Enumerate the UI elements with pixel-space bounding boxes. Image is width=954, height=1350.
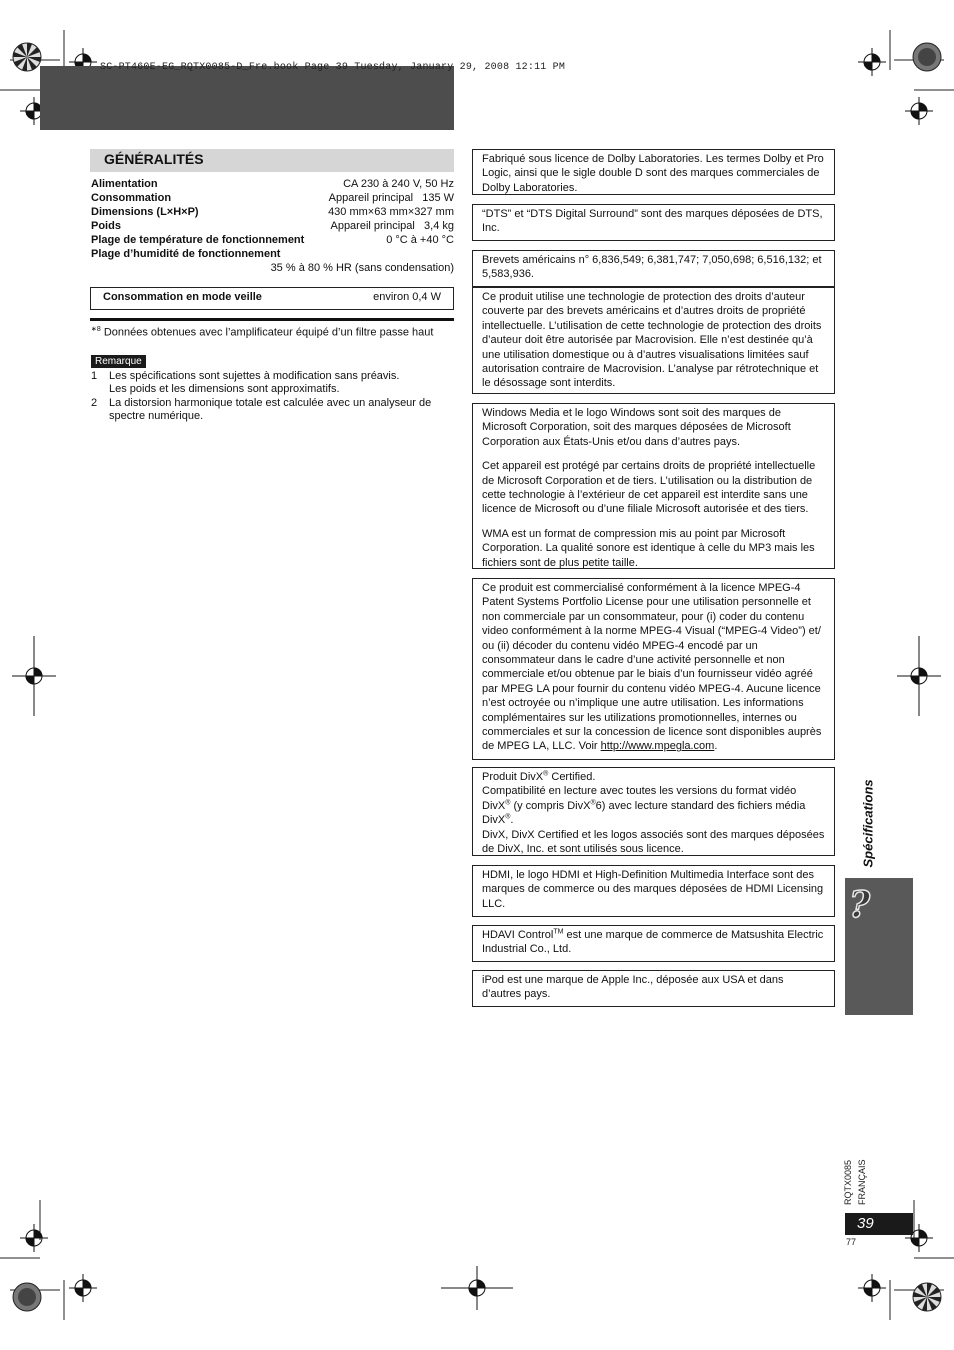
divx-line-4: DivX	[482, 814, 506, 827]
divx-line-3a: DivX	[482, 799, 506, 812]
spec-row-humidite	[91, 248, 454, 262]
mpeg4-body: Ce produit est commercialisé conformément à la licence MPEG-4 Patent Systems Portfolio License pour une utilisation personnelle et non commerciale par un consommateur, pour (i) coder du contenu video conformément à la norme MPEG-4 Visual (“MPEG-4 Video”) et/ ou (ii) décoder du contenu vidéo MPEG-4 encodé par un consommateur dans le cadre d’une activité personnelle et non commerciale et/ou obtenue par le biais d’un fournisseur vidéo agréé par MPEG LA pour fournir du contenu vidéo MPEG-4. Aucune licence n’est octroyée ou n’implique une autre utilisation. Les informations complémentaires sur les utilizations promotionnelles, internes ou commerciales et sur la concession de licence sont disponibles auprès de MPEG LA, LLC. Voir	[482, 582, 822, 753]
side-label-text: Spécifications	[860, 779, 876, 868]
note-text: Les spécifications sont sujettes à modification sans préavis.	[109, 370, 400, 382]
spec-row-humidite-value	[91, 262, 454, 276]
section-title: GÉNÉRALITÉS	[104, 151, 204, 167]
divx-line-1: Produit DivX	[482, 771, 544, 783]
spec-label: Consommation	[91, 192, 172, 204]
spec-row-dimensions	[91, 206, 454, 220]
note-item-2	[0, 397, 460, 425]
print-header-line: SC-PT460E-EG_RQTX0085-D_Fre.book Page 39 Tuesday, January 29, 2008 12:11 PM	[100, 62, 566, 73]
spec-value: CA 230 à 240 V, 50 Hz	[343, 178, 454, 190]
dolby-text: Fabriqué sous licence de Dolby Laboratories. Les termes Dolby et Pro Logic, ainsi que le sigle double D sont des marques commerciales de Dolby Laboratories.	[482, 153, 824, 194]
spec-row-alimentation	[91, 178, 454, 192]
trademark-mark: TM	[553, 928, 564, 936]
spec-row-temperature	[91, 234, 454, 248]
note-number: 1	[91, 370, 98, 382]
windows-text-1: Windows Media et le logo Windows sont soit des marques de Microsoft Corporation, soit des marques déposées de Microsoft Corporation aux États-Unis et/ou dans d’autres pays.	[482, 407, 791, 448]
language-text: FRANÇAIS	[857, 1159, 867, 1205]
page-number-box	[845, 1213, 913, 1235]
header-band	[40, 66, 454, 130]
windows-media-notice	[472, 403, 835, 569]
page-number: 39	[857, 1215, 874, 1232]
standby-box	[90, 287, 454, 310]
spec-label: Alimentation	[91, 178, 158, 190]
spec-value: Appareil principal 3,4 kg	[330, 220, 454, 232]
question-mark-icon	[848, 884, 874, 922]
windows-text-3: WMA est un format de compression mis au point par Microsoft Corporation. La qualité sonore est identique à celle du MP3 mais les fichiers sont de plus petite taille.	[482, 527, 815, 569]
spec-label: Poids	[91, 220, 121, 232]
divx-line-3c: 6) avec lecture standard des fichiers média	[595, 799, 806, 812]
note-text-line2: Les poids et les dimensions sont approximatifs.	[109, 383, 340, 395]
sub-page-number: 77	[846, 1237, 857, 1247]
note-text: La distorsion harmonique totale est calculée avec un analyseur de	[109, 397, 432, 409]
hdavi-notice	[472, 925, 835, 962]
dts-text: “DTS” et “DTS Digital Surround” sont des marques déposées de DTS, Inc.	[482, 208, 823, 235]
macrovision-text: Ce produit utilise une technologie de protection des droits d’auteur couverte par des brevets américains et d’autres droits de propriété intellectuelle. L’utilisation de cette technologie de protection des droits d’auteur doit être autorisée par Macrovision. Elle n’est destinée qu’à une utilisation domestique ou à d’autres visualisations limitées sauf autorisation contraire de Macrovision. L’analyse par rétrotechnique et le désossage sont interdits.	[482, 291, 822, 390]
footnote-text: Données obtenues avec l’amplificateur équipé d’un filtre passe haut	[103, 326, 434, 339]
divx-line-5: DivX, DivX Certified et les logos associés sont des marques déposées de DivX, Inc. et sont utilisés sous licence.	[482, 828, 825, 856]
footnote-marker: ∗8	[91, 326, 101, 333]
hdmi-notice	[472, 865, 835, 917]
section-heading	[90, 149, 454, 172]
patents-text: Brevets américains n° 6,836,549; 6,381,747; 7,050,698; 6,516,132; et 5,583,936.	[482, 254, 822, 281]
note-number: 2	[91, 397, 98, 409]
note-text-line2: spectre numérique.	[109, 410, 204, 422]
patents-notice	[472, 250, 835, 287]
doc-code-text: RQTX0085	[843, 1159, 853, 1205]
mpegla-link[interactable]: http://www.mpegla.com	[600, 740, 715, 753]
spec-row-consommation	[91, 192, 454, 206]
spec-label: Dimensions (L×H×P)	[91, 206, 199, 218]
spec-label: Plage d’humidité de fonctionnement	[91, 248, 281, 260]
remarque-badge: Remarque	[91, 355, 146, 368]
mpeg4-text: Ce produit est commercialisé conformément à la licence MPEG-4 Patent Systems Portfolio License pour une utilisation personnelle et non commerciale par un consommateur, pour (i) coder du contenu video conformément à la norme MPEG-4 Visual (“MPEG-4 Video”) et/ ou (ii) décoder du contenu vidéo MPEG-4 encodé par un consommateur dans le cadre d’une activité personnelle et non commerciale et/ou obtenue par le biais d’un fournisseur vidéo agréé par MPEG LA pour fournir du contenu vidéo MPEG-4. Aucune licence n’est octroyée ou n’implique une autre utilisation. Les informations complémentaires sur les utilizations promotionnelles, internes ou commerciales et sur la concession de licence sont disponibles auprès de MPEG LA, LLC. Voir http://www.mpegla.com.	[482, 582, 822, 753]
divider-rule	[90, 318, 454, 321]
hdavi-rest: est une marque de commerce de Matsushita Electric Industrial Co., Ltd.	[482, 929, 824, 956]
standby-value: environ 0,4 W	[373, 291, 441, 303]
macrovision-notice	[472, 287, 835, 394]
ipod-notice	[472, 970, 835, 1007]
side-section-label	[856, 770, 876, 870]
divx-line-2: Compatibilité en lecture avec toutes les versions du format vidéo	[482, 785, 797, 798]
spec-value: 430 mm×63 mm×327 mm	[328, 206, 454, 218]
spec-label: Plage de température de fonctionnement	[91, 234, 305, 246]
dolby-notice	[472, 149, 835, 195]
note-item-1	[0, 370, 460, 398]
windows-text-2: Cet appareil est protégé par certains droits de propriété intellectuelle de Microsoft Corporation et de tiers. L’utilisation ou la distribution de cette technologie à l’extérieur de cet appareil est interdite sans une licence de Microsoft ou d’une filiale Microsoft autorisée et des tiers.	[482, 460, 816, 516]
spec-value: Appareil principal 135 W	[328, 192, 454, 204]
divx-notice	[472, 767, 835, 856]
footnote	[91, 325, 433, 339]
hdavi-name: HDAVI Control	[482, 929, 554, 941]
spec-value: 35 % à 80 % HR (sans condensation)	[270, 262, 454, 274]
hdavi-text	[482, 928, 825, 957]
hdmi-text: HDMI, le logo HDMI et High-Definition Multimedia Interface sont des marques de commerce ou des marques déposées de HDMI Licensing LLC.	[482, 869, 824, 910]
standby-label: Consommation en mode veille	[103, 291, 262, 303]
divx-line-3b: (y compris DivX	[510, 799, 591, 812]
divx-text: Produit DivX® Certified. Compatibilité en lecture avec toutes les versions du format vidéo DivX® (y compris DivX®6) avec lecture standard des fichiers média DivX®. DivX, DivX Certified et les logos associés sont des marques déposées de DivX, Inc. et sont utilisés sous licence.	[482, 770, 825, 856]
spec-row-poids	[91, 220, 454, 234]
svg-text:?: ?	[849, 884, 871, 922]
dts-notice	[472, 204, 835, 241]
divx-line-1b: Certified.	[548, 771, 596, 783]
spec-value: 0 °C à +40 °C	[386, 234, 454, 246]
ipod-text: iPod est une marque de Apple Inc., déposée aux USA et dans d’autres pays.	[482, 974, 784, 1001]
mpeg4-notice	[472, 578, 835, 760]
